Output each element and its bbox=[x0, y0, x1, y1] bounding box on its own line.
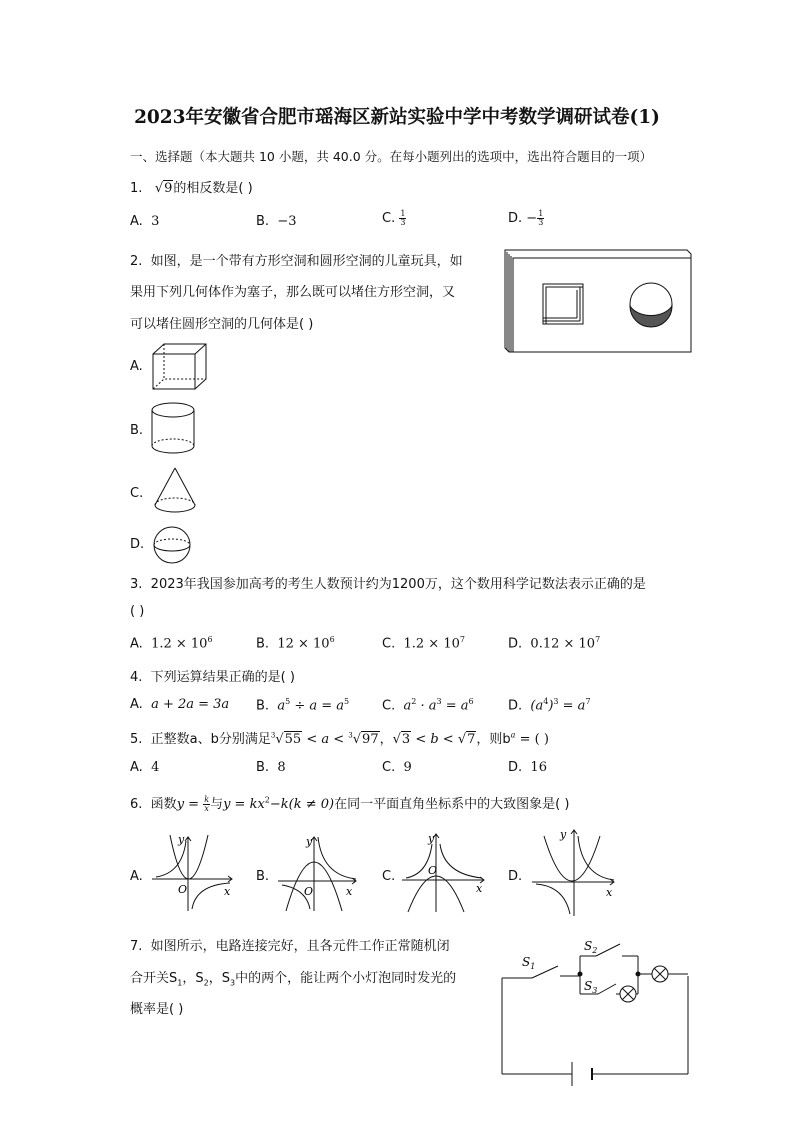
q2-option-a-label: A. bbox=[130, 359, 143, 374]
section-heading: 一、选择题（本大题共 10 小题，共 40.0 分。在每小题列出的选项中，选出符合题目的一项） bbox=[130, 149, 653, 164]
q1-sqrt: √9 bbox=[154, 181, 173, 196]
svg-text:x: x bbox=[606, 886, 613, 899]
q6-option-b-label: B. bbox=[256, 869, 270, 884]
question-5: 5. 正整数a、b分别满足$^3$√55 < a < $^3$√97，√3 < b < √7，则$b^a$ = ( ) bbox=[130, 730, 549, 747]
cylinder-icon bbox=[150, 402, 196, 454]
q3-option-b: B. $12 \times 10^6$ bbox=[256, 635, 335, 652]
cone-icon bbox=[153, 467, 199, 515]
q1-option-c: C. $\frac{1}{3}$ bbox=[382, 209, 406, 227]
q3-option-a: A. $1.2 \times 10^6$ bbox=[130, 635, 213, 652]
question-2-line-2: 果用下列几何体作为塞子，那么既可以堵住方形空洞，又 bbox=[130, 285, 456, 300]
toy-figure bbox=[505, 250, 695, 355]
graph-c bbox=[400, 830, 492, 914]
q5-option-c: C. 9 bbox=[382, 760, 412, 775]
q1-option-a: A. 3 bbox=[130, 214, 160, 229]
svg-text:x: x bbox=[476, 882, 483, 895]
question-6: 6. 函数y = $\frac{k}{x}$ 与$y = kx^2-k(k \ne 0)$在同一平面直角坐标系中的大致图象是( ) bbox=[130, 795, 570, 813]
graph-a-origin: O bbox=[178, 883, 188, 896]
q6-option-d-label: D. bbox=[508, 869, 523, 884]
q4-option-c: C. $a^2 \cdot a^3 = a^6$ bbox=[382, 697, 474, 714]
question-2-line-3: 可以堵住圆形空洞的几何体是( ) bbox=[130, 317, 314, 332]
question-3-line-1: 3. 2023年我国参加高考的考生人数预计约为1200万，这个数用科学记数法表示正确的是 bbox=[130, 577, 646, 592]
q1-text: 的相反数是( ) bbox=[173, 181, 253, 196]
q5-option-a: A. 4 bbox=[130, 760, 160, 775]
svg-text:y: y bbox=[560, 828, 567, 841]
graph-b bbox=[276, 833, 366, 913]
q1-radicand: 9 bbox=[164, 181, 173, 196]
svg-text:y: y bbox=[306, 835, 313, 848]
q1-d-fraction: $\frac{1}{3}$ bbox=[538, 209, 544, 227]
q1-option-d: D. − $\frac{1}{3}$ bbox=[508, 209, 544, 227]
q1-c-fraction: $\frac{1}{3}$ bbox=[400, 209, 406, 227]
page-title: 2023年安徽省合肥市瑶海区新站实验中学中考数学调研试卷(1) bbox=[134, 107, 660, 128]
svg-text:y: y bbox=[428, 832, 435, 845]
sphere-icon bbox=[152, 525, 194, 565]
question-7-line-2: 合开关$S_1$，$S_2$，$S_3$中的两个，能让两个小灯泡同时发光的 bbox=[130, 971, 457, 988]
question-3-line-2: ( ) bbox=[130, 604, 145, 619]
graph-a-y: y bbox=[178, 833, 185, 846]
q3-option-d: D. $0.12 \times 10^7$ bbox=[508, 635, 601, 652]
q5-option-b: B. 8 bbox=[256, 760, 286, 775]
q6-option-a-label: A. bbox=[130, 869, 143, 884]
graph-d bbox=[530, 826, 622, 918]
cube-icon bbox=[152, 343, 208, 391]
svg-text:O: O bbox=[304, 885, 314, 898]
circuit-diagram bbox=[500, 936, 695, 1086]
question-7-line-3: 概率是( ) bbox=[130, 1002, 184, 1017]
graph-a bbox=[150, 833, 240, 913]
q4-option-b: B. $a^5 \div a = a^5$ bbox=[256, 697, 350, 714]
q6-option-c-label: C. bbox=[382, 869, 396, 884]
svg-text:O: O bbox=[428, 864, 438, 877]
q1-number: 1. bbox=[130, 181, 143, 196]
q4-option-a: A. a + 2a = 3a bbox=[130, 697, 230, 712]
q2-option-d-label: D. bbox=[130, 537, 145, 552]
svg-text:x: x bbox=[346, 885, 353, 898]
question-1 bbox=[130, 177, 253, 196]
question-4: 4. 下列运算结果正确的是( ) bbox=[130, 670, 295, 685]
graph-a-x: x bbox=[224, 885, 231, 898]
q5-option-d: D. 16 bbox=[508, 760, 547, 775]
label-s2: $S_2$ bbox=[584, 939, 598, 955]
q2-option-b-label: B. bbox=[130, 423, 144, 438]
q3-option-c: C. $1.2 \times 10^7$ bbox=[382, 635, 465, 652]
question-2-line-1: 2. 如图，是一个带有方形空洞和圆形空洞的儿童玩具，如 bbox=[130, 254, 463, 269]
q4-option-d: D. $(a^4)^3 = a^7$ bbox=[508, 697, 591, 714]
label-s3: $S_3$ bbox=[584, 979, 598, 995]
label-s1: $S_1$ bbox=[522, 955, 536, 971]
q1-option-b: B. −3 bbox=[256, 214, 297, 229]
q2-option-c-label: C. bbox=[130, 486, 144, 501]
question-7-line-1: 7. 如图所示，电路连接完好，且各元件工作正常随机闭 bbox=[130, 939, 450, 954]
